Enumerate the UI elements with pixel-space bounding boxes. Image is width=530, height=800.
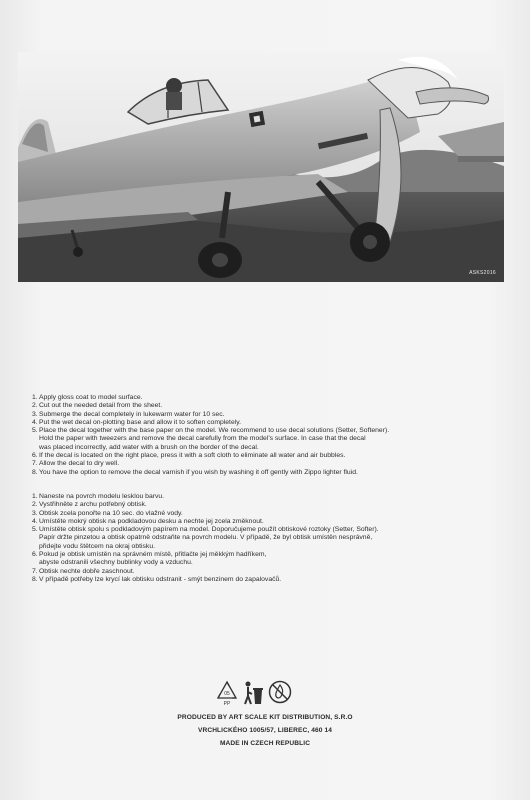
step-number: 2. — [32, 402, 38, 410]
step-text — [39, 419, 472, 427]
step-number: 7. — [32, 567, 38, 575]
step-line: Papír držte pinzetou a obtisk opatrně odstraňte na povrch modelu. V případě, že byl obtisk umístěn nesprávně, — [39, 534, 373, 542]
step-line: was placed incorrectly, add water with a brush on the border of the decal. — [39, 443, 259, 451]
cz-step-3 — [32, 510, 472, 518]
cz-step-4 — [32, 518, 472, 526]
step-line: If the decal is located on the right place, press it with a soft cloth to eliminate all water and air bubbles. — [39, 452, 346, 460]
recycle-code: 05 — [224, 691, 230, 697]
cz-step-5 — [32, 526, 472, 551]
en-step-7 — [32, 460, 472, 468]
en-step-4 — [32, 419, 472, 427]
cz-step-7 — [32, 568, 472, 576]
step-text — [39, 518, 472, 526]
step-line: Put the wet decal on-plotting base and allow it to soften completely. — [39, 418, 242, 426]
step-text — [39, 394, 472, 402]
step-text — [39, 411, 472, 419]
step-number: 2. — [32, 501, 38, 509]
cz-step-2 — [32, 501, 472, 509]
step-text — [39, 551, 472, 568]
step-number: 7. — [32, 460, 38, 468]
step-text — [39, 568, 472, 576]
step-number: 1. — [32, 394, 38, 401]
cz-step-8 — [32, 576, 472, 584]
step-text — [39, 460, 472, 468]
step-line: Obtisk nechte dobře zaschnout. — [39, 567, 135, 575]
step-text — [39, 427, 472, 452]
en-step-8 — [32, 469, 472, 477]
step-text — [39, 501, 472, 509]
photo-credit: ASKS2016 — [469, 270, 496, 276]
step-line: Pokud je obtisk umístěn na správném místě, přitlačte jej měkkým hadříkem, — [39, 551, 267, 559]
no-fire-icon — [268, 680, 292, 704]
step-number: 5. — [32, 526, 38, 534]
step-line: V případě potřeby lze krycí lak obtisku odstranit - smýt benzinem do zapalovačů. — [39, 575, 282, 583]
en-step-2 — [32, 402, 472, 410]
en-step-1 — [32, 394, 472, 402]
step-line: Submerge the decal completely in lukewarm water for 10 sec. — [39, 410, 225, 418]
step-line: Apply gloss coat to model surface. — [39, 394, 143, 401]
aircraft-photo — [18, 52, 504, 282]
step-line: Vystřihněte z archu potřebný obtisk. — [39, 501, 147, 509]
step-line: Cut out the needed detail from the sheet. — [39, 402, 163, 410]
step-number: 4. — [32, 517, 38, 525]
trash-bin-person-icon — [242, 680, 264, 706]
step-number: 8. — [32, 575, 38, 583]
step-line: Obtisk zcela ponořte na 10 sec. do vlažné vody. — [39, 509, 183, 517]
footer-address: VRCHLICKÉHO 1005/57, LIBEREC, 460 14 — [197, 727, 333, 734]
step-number: 8. — [32, 468, 38, 476]
disposal-icons — [214, 680, 294, 708]
en-step-3 — [32, 411, 472, 419]
footer-producer: PRODUCED BY ART SCALE KIT DISTRIBUTION, S.R.O — [177, 714, 353, 721]
step-text — [39, 510, 472, 518]
instructions-english — [32, 394, 472, 477]
step-line: Umístěte obtisk spolu s podkladovým papírem na model. Doporučujeme použít obtiskové roztoky (Setter, Softer). — [39, 526, 379, 534]
step-line: Hold the paper with tweezers and remove the decal carefully from the model's surface. In case that the decal — [39, 435, 366, 443]
recycle-label: PP — [223, 701, 231, 706]
step-text — [39, 526, 472, 551]
instructions-czech — [32, 493, 472, 584]
step-text — [39, 452, 472, 460]
step-number: 1. — [32, 493, 38, 500]
step-line: Allow the decal to dry well. — [39, 460, 120, 468]
step-line: přidejte vodu štětcem na okraj obtisku. — [39, 542, 155, 550]
footer-origin: MADE IN CZECH REPUBLIC — [219, 740, 311, 747]
step-number: 6. — [32, 452, 38, 460]
step-text — [39, 576, 472, 584]
aircraft-photo-drawing — [18, 52, 504, 282]
step-line: You have the option to remove the decal varnish if you wish by washing it off gently with Zippo lighter fluid. — [39, 468, 358, 476]
step-number: 3. — [32, 410, 38, 418]
step-line: Umístěte mokrý obtisk na podkladovou desku a nechte jej zcela změknout. — [39, 517, 264, 525]
step-line: Place the decal together with the base paper on the model. We recommend to use decal solutions (Setter, Softener). — [39, 427, 390, 435]
step-text — [39, 469, 472, 477]
cz-step-1 — [32, 493, 472, 501]
step-number: 3. — [32, 509, 38, 517]
en-step-6 — [32, 452, 472, 460]
step-line: abyste odstranili všechny bublinky vody a vzduchu. — [39, 559, 193, 567]
step-number: 6. — [32, 551, 38, 559]
step-text — [39, 493, 472, 501]
cz-step-6 — [32, 551, 472, 568]
recycle-pp-icon — [216, 680, 238, 706]
step-number: 5. — [32, 427, 38, 435]
en-step-5 — [32, 427, 472, 452]
step-line: Naneste na povrch modelu lesklou barvu. — [39, 493, 165, 500]
step-text — [39, 402, 472, 410]
step-number: 4. — [32, 418, 38, 426]
